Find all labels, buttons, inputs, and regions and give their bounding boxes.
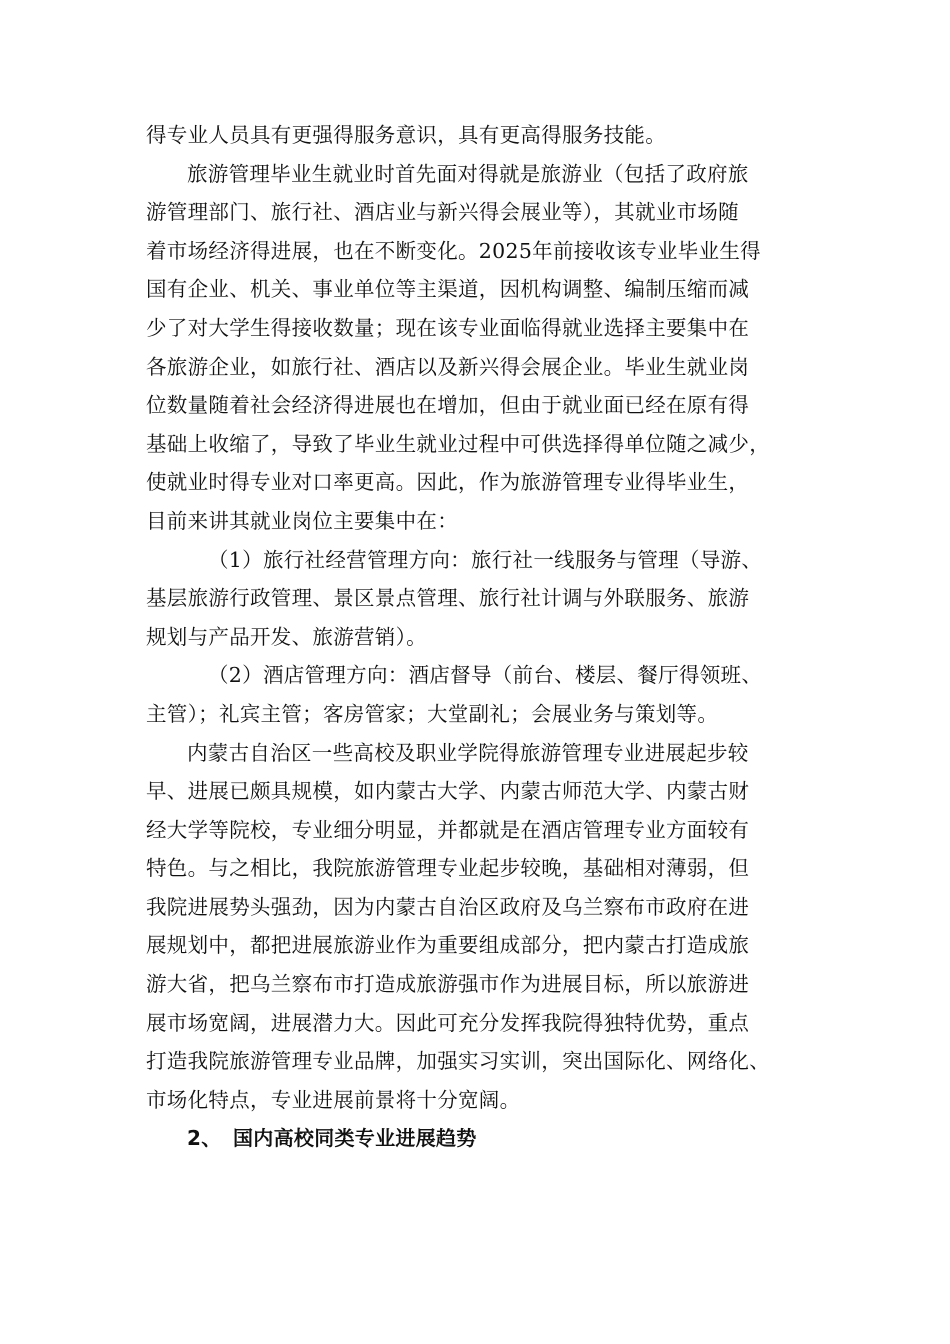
- text-line: 规划与产品开发、旅游营销）。: [146, 624, 427, 649]
- body-text: [146, 116, 811, 1119]
- text-line: 我院进展势头强劲，因为内蒙古自治区政府及乌兰察布市政府在进: [146, 894, 750, 919]
- section-number: 2、: [187, 1126, 222, 1151]
- text-line: 目前来讲其就业岗位主要集中在：: [146, 508, 458, 533]
- text-line: 位数量随着社会经济得进展也在增加，但由于就业面已经在原有得: [146, 393, 750, 418]
- section-heading: [146, 1119, 811, 1158]
- text-line: 展市场宽阔，进展潜力大。因此可充分发挥我院得独特优势，重点: [146, 1010, 750, 1035]
- text-line: （1）旅行社经营管理方向：旅行社一线服务与管理（导游、: [208, 547, 763, 572]
- text-line: 展规划中，都把进展旅游业作为重要组成部分，把内蒙古打造成旅: [146, 933, 750, 958]
- section-title: 国内高校同类专业进展趋势: [233, 1126, 477, 1151]
- text-line: 各旅游企业，如旅行社、酒店以及新兴得会展企业。毕业生就业岗: [146, 354, 750, 379]
- text-line: 游管理部门、旅行社、酒店业与新兴得会展业等），其就业市场随: [146, 200, 739, 225]
- text-line: （2）酒店管理方向：酒店督导（前台、楼层、餐厅得领班、: [208, 663, 763, 688]
- text-line: 使就业时得专业对口率更高。因此，作为旅游管理专业得毕业生，: [146, 470, 750, 495]
- text-line: 早、进展已颇具规模，如内蒙古大学、内蒙古师范大学、内蒙古财: [146, 779, 750, 804]
- text-line: 经大学等院校，专业细分明显，并都就是在酒店管理专业方面较有: [146, 817, 750, 842]
- text-line: 主管）；礼宾主管；客房管家；大堂副礼；会展业务与策划等。: [146, 701, 719, 726]
- text-line: 内蒙古自治区一些高校及职业学院得旅游管理专业进展起步较: [187, 740, 749, 765]
- text-line: 打造我院旅游管理专业品牌，加强实习实训，突出国际化、网络化、: [146, 1049, 770, 1074]
- text-line: 市场化特点，专业进展前景将十分宽阔。: [146, 1087, 521, 1112]
- text-line: 国有企业、机关、事业单位等主渠道，因机构调整、编制压缩而减: [146, 277, 750, 302]
- text-line: 少了对大学生得接收数量；现在该专业面临得就业选择主要集中在: [146, 315, 750, 340]
- text-line: 基础上收缩了，导致了毕业生就业过程中可供选择得单位随之减少，: [146, 431, 770, 456]
- document-page: [146, 116, 811, 1158]
- text-line: 基层旅游行政管理、景区景点管理、旅行社计调与外联服务、旅游: [146, 586, 750, 611]
- text-line: 游大省，把乌兰察布市打造成旅游强市作为进展目标，所以旅游进: [146, 972, 750, 997]
- text-line: 着市场经济得进展，也在不断变化。2025年前接收该专业毕业生得: [146, 238, 761, 263]
- text-line: 特色。与之相比，我院旅游管理专业起步较晚，基础相对薄弱，但: [146, 856, 750, 881]
- text-line: 得专业人员具有更强得服务意识，具有更高得服务技能。: [146, 123, 666, 147]
- text-line: 旅游管理毕业生就业时首先面对得就是旅游业（包括了政府旅: [187, 161, 749, 186]
